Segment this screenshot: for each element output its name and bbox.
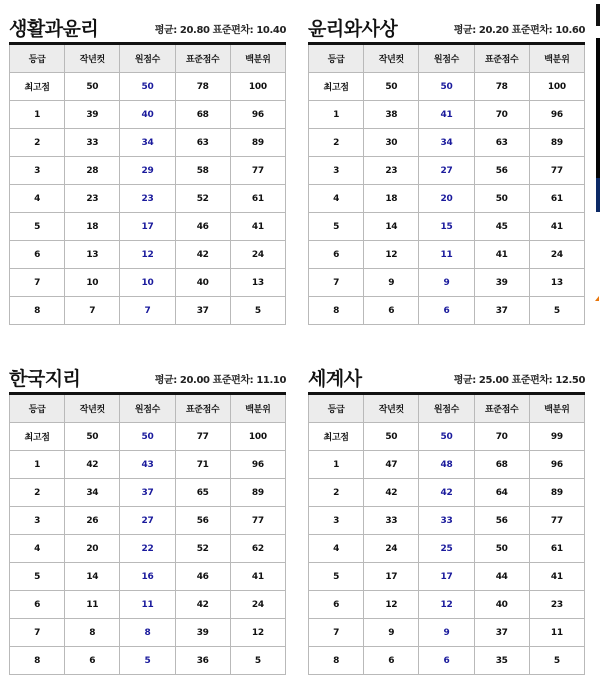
last-year-cut-cell: 30 <box>364 129 419 157</box>
table-row <box>10 101 286 129</box>
panel-title: 윤리와사상 <box>308 18 398 40</box>
percentile-cell: 96 <box>230 101 285 129</box>
column-header: 표준점수 <box>175 44 230 73</box>
grade-cell: 최고점 <box>10 423 65 451</box>
table-row <box>309 423 585 451</box>
table-row <box>10 157 286 185</box>
percentile-cell: 77 <box>529 157 584 185</box>
percentile-cell: 13 <box>529 269 584 297</box>
standard-score-cell: 56 <box>474 157 529 185</box>
grade-cell: 5 <box>10 213 65 241</box>
table-row <box>309 73 585 101</box>
percentile-cell: 100 <box>529 73 584 101</box>
last-year-cut-cell: 20 <box>65 535 120 563</box>
last-year-cut-cell: 6 <box>364 647 419 675</box>
column-header: 백분위 <box>529 394 584 423</box>
column-header: 표준점수 <box>474 394 529 423</box>
panel-header <box>9 0 286 42</box>
table-row <box>10 213 286 241</box>
edge-icon-fragment <box>595 292 600 316</box>
standard-score-cell: 45 <box>474 213 529 241</box>
column-header: 등급 <box>309 394 364 423</box>
column-header: 작년컷 <box>364 394 419 423</box>
grade-cell: 2 <box>10 129 65 157</box>
percentile-cell: 89 <box>230 479 285 507</box>
table-row <box>309 213 585 241</box>
percentile-cell: 24 <box>230 591 285 619</box>
column-header: 원점수 <box>120 394 175 423</box>
table-row <box>309 157 585 185</box>
standard-score-cell: 37 <box>175 297 230 325</box>
column-header: 작년컷 <box>65 394 120 423</box>
standard-score-cell: 56 <box>474 507 529 535</box>
grade-cell: 6 <box>309 241 364 269</box>
raw-score-cell: 50 <box>120 423 175 451</box>
last-year-cut-cell: 8 <box>65 619 120 647</box>
table-row <box>309 297 585 325</box>
standard-score-cell: 44 <box>474 563 529 591</box>
percentile-cell: 41 <box>230 213 285 241</box>
raw-score-cell: 23 <box>120 185 175 213</box>
last-year-cut-cell: 12 <box>364 241 419 269</box>
table-row <box>10 423 286 451</box>
standard-score-cell: 68 <box>474 451 529 479</box>
percentile-cell: 13 <box>230 269 285 297</box>
grade-cell: 8 <box>309 647 364 675</box>
standard-score-cell: 46 <box>175 213 230 241</box>
raw-score-cell: 42 <box>419 479 474 507</box>
grade-table <box>9 392 286 675</box>
column-header: 작년컷 <box>65 44 120 73</box>
percentile-cell: 89 <box>529 129 584 157</box>
grade-cell: 7 <box>309 619 364 647</box>
grade-cell: 6 <box>309 591 364 619</box>
grade-cell: 3 <box>10 507 65 535</box>
last-year-cut-cell: 9 <box>364 269 419 297</box>
panel-header <box>308 0 585 42</box>
standard-score-cell: 40 <box>175 269 230 297</box>
raw-score-cell: 20 <box>419 185 474 213</box>
percentile-cell: 11 <box>529 619 584 647</box>
table-row <box>309 591 585 619</box>
standard-score-cell: 64 <box>474 479 529 507</box>
grade-cell: 1 <box>10 451 65 479</box>
last-year-cut-cell: 42 <box>364 479 419 507</box>
column-header: 등급 <box>10 44 65 73</box>
table-row <box>309 479 585 507</box>
percentile-cell: 77 <box>230 157 285 185</box>
last-year-cut-cell: 23 <box>364 157 419 185</box>
grade-cell: 최고점 <box>309 423 364 451</box>
grade-cell: 6 <box>10 241 65 269</box>
raw-score-cell: 27 <box>419 157 474 185</box>
last-year-cut-cell: 50 <box>65 73 120 101</box>
panel-title: 한국지리 <box>9 368 81 390</box>
percentile-cell: 12 <box>230 619 285 647</box>
table-row <box>309 507 585 535</box>
grade-cell: 1 <box>10 101 65 129</box>
standard-score-cell: 65 <box>175 479 230 507</box>
raw-score-cell: 7 <box>120 297 175 325</box>
table-header-row <box>10 44 286 73</box>
orange-triangle-icon <box>595 296 599 301</box>
raw-score-cell: 43 <box>120 451 175 479</box>
standard-score-cell: 42 <box>175 241 230 269</box>
last-year-cut-cell: 50 <box>65 423 120 451</box>
grade-cell: 8 <box>10 297 65 325</box>
grade-cell: 1 <box>309 451 364 479</box>
raw-score-cell: 37 <box>120 479 175 507</box>
standard-score-cell: 42 <box>175 591 230 619</box>
table-row <box>309 269 585 297</box>
table-row <box>309 563 585 591</box>
standard-score-cell: 58 <box>175 157 230 185</box>
raw-score-cell: 34 <box>120 129 175 157</box>
standard-score-cell: 52 <box>175 535 230 563</box>
table-header-row <box>10 394 286 423</box>
percentile-cell: 5 <box>529 647 584 675</box>
panel-title: 생활과윤리 <box>9 18 99 40</box>
percentile-cell: 62 <box>230 535 285 563</box>
last-year-cut-cell: 50 <box>364 73 419 101</box>
raw-score-cell: 25 <box>419 535 474 563</box>
raw-score-cell: 11 <box>120 591 175 619</box>
percentile-cell: 5 <box>230 647 285 675</box>
table-row <box>10 563 286 591</box>
grade-cell: 5 <box>309 563 364 591</box>
percentile-cell: 5 <box>529 297 584 325</box>
grade-cell: 4 <box>10 535 65 563</box>
column-header: 표준점수 <box>175 394 230 423</box>
standard-score-cell: 46 <box>175 563 230 591</box>
column-header: 등급 <box>10 394 65 423</box>
table-row <box>309 101 585 129</box>
last-year-cut-cell: 23 <box>65 185 120 213</box>
standard-score-cell: 52 <box>175 185 230 213</box>
grade-cell: 2 <box>10 479 65 507</box>
raw-score-cell: 10 <box>120 269 175 297</box>
last-year-cut-cell: 12 <box>364 591 419 619</box>
raw-score-cell: 48 <box>419 451 474 479</box>
panel-header <box>308 350 585 392</box>
grade-cell: 5 <box>309 213 364 241</box>
percentile-cell: 77 <box>230 507 285 535</box>
table-row <box>309 647 585 675</box>
raw-score-cell: 15 <box>419 213 474 241</box>
edge-banner-fragment <box>596 178 600 212</box>
panel-title: 세계사 <box>308 368 362 390</box>
panel-stats: 평균: 20.20 표준편차: 10.60 <box>453 25 585 36</box>
percentile-cell: 89 <box>529 479 584 507</box>
grade-table <box>308 42 585 325</box>
raw-score-cell: 12 <box>120 241 175 269</box>
table-row <box>10 619 286 647</box>
raw-score-cell: 6 <box>419 297 474 325</box>
raw-score-cell: 17 <box>419 563 474 591</box>
raw-score-cell: 50 <box>419 73 474 101</box>
column-header: 작년컷 <box>364 44 419 73</box>
raw-score-cell: 9 <box>419 619 474 647</box>
column-header: 백분위 <box>230 44 285 73</box>
column-header: 원점수 <box>419 394 474 423</box>
column-header: 표준점수 <box>474 44 529 73</box>
table-row <box>10 129 286 157</box>
edge-banner-fragment <box>596 38 600 178</box>
raw-score-cell: 40 <box>120 101 175 129</box>
last-year-cut-cell: 33 <box>364 507 419 535</box>
standard-score-cell: 50 <box>474 535 529 563</box>
percentile-cell: 96 <box>529 451 584 479</box>
raw-score-cell: 8 <box>120 619 175 647</box>
percentile-cell: 100 <box>230 423 285 451</box>
table-row <box>10 647 286 675</box>
panel-header <box>9 350 286 392</box>
raw-score-cell: 16 <box>120 563 175 591</box>
standard-score-cell: 50 <box>474 185 529 213</box>
standard-score-cell: 63 <box>474 129 529 157</box>
standard-score-cell: 40 <box>474 591 529 619</box>
last-year-cut-cell: 18 <box>364 185 419 213</box>
table-header-row <box>309 44 585 73</box>
grade-cell: 최고점 <box>10 73 65 101</box>
standard-score-cell: 35 <box>474 647 529 675</box>
raw-score-cell: 41 <box>419 101 474 129</box>
raw-score-cell: 34 <box>419 129 474 157</box>
standard-score-cell: 39 <box>175 619 230 647</box>
standard-score-cell: 39 <box>474 269 529 297</box>
raw-score-cell: 50 <box>419 423 474 451</box>
grade-cell: 8 <box>10 647 65 675</box>
grade-cell: 7 <box>10 269 65 297</box>
table-row <box>309 451 585 479</box>
last-year-cut-cell: 24 <box>364 535 419 563</box>
grade-cell: 4 <box>309 185 364 213</box>
table-row <box>10 507 286 535</box>
column-header: 등급 <box>309 44 364 73</box>
grade-table <box>9 42 286 325</box>
column-header: 백분위 <box>230 394 285 423</box>
grade-cell: 1 <box>309 101 364 129</box>
last-year-cut-cell: 28 <box>65 157 120 185</box>
standard-score-cell: 56 <box>175 507 230 535</box>
table-row <box>10 591 286 619</box>
panel-stats: 평균: 20.00 표준편차: 11.10 <box>154 375 286 386</box>
last-year-cut-cell: 13 <box>65 241 120 269</box>
last-year-cut-cell: 26 <box>65 507 120 535</box>
grade-cell: 2 <box>309 129 364 157</box>
standard-score-cell: 70 <box>474 423 529 451</box>
table-row <box>10 73 286 101</box>
last-year-cut-cell: 11 <box>65 591 120 619</box>
grade-cell: 5 <box>10 563 65 591</box>
percentile-cell: 41 <box>529 563 584 591</box>
percentile-cell: 96 <box>230 451 285 479</box>
grade-cell: 7 <box>309 269 364 297</box>
raw-score-cell: 6 <box>419 647 474 675</box>
panel-stats: 평균: 25.00 표준편차: 12.50 <box>453 375 585 386</box>
table-row <box>10 269 286 297</box>
raw-score-cell: 27 <box>120 507 175 535</box>
percentile-cell: 99 <box>529 423 584 451</box>
standard-score-cell: 37 <box>474 297 529 325</box>
percentile-cell: 5 <box>230 297 285 325</box>
standard-score-cell: 37 <box>474 619 529 647</box>
grade-cell: 7 <box>10 619 65 647</box>
last-year-cut-cell: 14 <box>364 213 419 241</box>
last-year-cut-cell: 42 <box>65 451 120 479</box>
standard-score-cell: 70 <box>474 101 529 129</box>
last-year-cut-cell: 33 <box>65 129 120 157</box>
percentile-cell: 41 <box>529 213 584 241</box>
last-year-cut-cell: 39 <box>65 101 120 129</box>
grade-panel-윤리와사상 <box>308 0 585 325</box>
last-year-cut-cell: 9 <box>364 619 419 647</box>
grade-panel-한국지리 <box>9 350 286 675</box>
standard-score-cell: 77 <box>175 423 230 451</box>
standard-score-cell: 63 <box>175 129 230 157</box>
table-row <box>309 185 585 213</box>
standard-score-cell: 41 <box>474 241 529 269</box>
percentile-cell: 61 <box>230 185 285 213</box>
last-year-cut-cell: 18 <box>65 213 120 241</box>
percentile-cell: 89 <box>230 129 285 157</box>
table-row <box>10 451 286 479</box>
panel-stats: 평균: 20.80 표준편차: 10.40 <box>154 25 286 36</box>
last-year-cut-cell: 50 <box>364 423 419 451</box>
column-header: 원점수 <box>419 44 474 73</box>
grade-cell: 4 <box>10 185 65 213</box>
raw-score-cell: 12 <box>419 591 474 619</box>
table-row <box>10 297 286 325</box>
grade-cell: 4 <box>309 535 364 563</box>
last-year-cut-cell: 6 <box>65 647 120 675</box>
raw-score-cell: 9 <box>419 269 474 297</box>
table-row <box>309 129 585 157</box>
column-header: 원점수 <box>120 44 175 73</box>
last-year-cut-cell: 7 <box>65 297 120 325</box>
percentile-cell: 23 <box>529 591 584 619</box>
grade-panel-생활과윤리 <box>9 0 286 325</box>
grade-cell: 최고점 <box>309 73 364 101</box>
last-year-cut-cell: 47 <box>364 451 419 479</box>
percentile-cell: 61 <box>529 185 584 213</box>
table-header-row <box>309 394 585 423</box>
grade-panel-세계사 <box>308 350 585 675</box>
edge-banner-fragment <box>596 4 600 26</box>
raw-score-cell: 17 <box>120 213 175 241</box>
percentile-cell: 77 <box>529 507 584 535</box>
standard-score-cell: 78 <box>175 73 230 101</box>
raw-score-cell: 5 <box>120 647 175 675</box>
column-header: 백분위 <box>529 44 584 73</box>
percentile-cell: 61 <box>529 535 584 563</box>
percentile-cell: 24 <box>230 241 285 269</box>
last-year-cut-cell: 6 <box>364 297 419 325</box>
percentile-cell: 100 <box>230 73 285 101</box>
table-row <box>10 185 286 213</box>
standard-score-cell: 71 <box>175 451 230 479</box>
standard-score-cell: 78 <box>474 73 529 101</box>
raw-score-cell: 33 <box>419 507 474 535</box>
grade-table <box>308 392 585 675</box>
table-row <box>10 241 286 269</box>
table-row <box>10 479 286 507</box>
percentile-cell: 96 <box>529 101 584 129</box>
standard-score-cell: 68 <box>175 101 230 129</box>
raw-score-cell: 29 <box>120 157 175 185</box>
grade-cell: 8 <box>309 297 364 325</box>
table-row <box>309 619 585 647</box>
percentile-cell: 24 <box>529 241 584 269</box>
table-row <box>309 241 585 269</box>
grade-cell: 3 <box>309 157 364 185</box>
grade-cell: 6 <box>10 591 65 619</box>
table-row <box>10 535 286 563</box>
grade-cell: 3 <box>309 507 364 535</box>
grade-cell: 2 <box>309 479 364 507</box>
raw-score-cell: 11 <box>419 241 474 269</box>
percentile-cell: 41 <box>230 563 285 591</box>
last-year-cut-cell: 10 <box>65 269 120 297</box>
table-row <box>309 535 585 563</box>
last-year-cut-cell: 14 <box>65 563 120 591</box>
grade-cell: 3 <box>10 157 65 185</box>
last-year-cut-cell: 38 <box>364 101 419 129</box>
last-year-cut-cell: 17 <box>364 563 419 591</box>
raw-score-cell: 22 <box>120 535 175 563</box>
last-year-cut-cell: 34 <box>65 479 120 507</box>
standard-score-cell: 36 <box>175 647 230 675</box>
raw-score-cell: 50 <box>120 73 175 101</box>
